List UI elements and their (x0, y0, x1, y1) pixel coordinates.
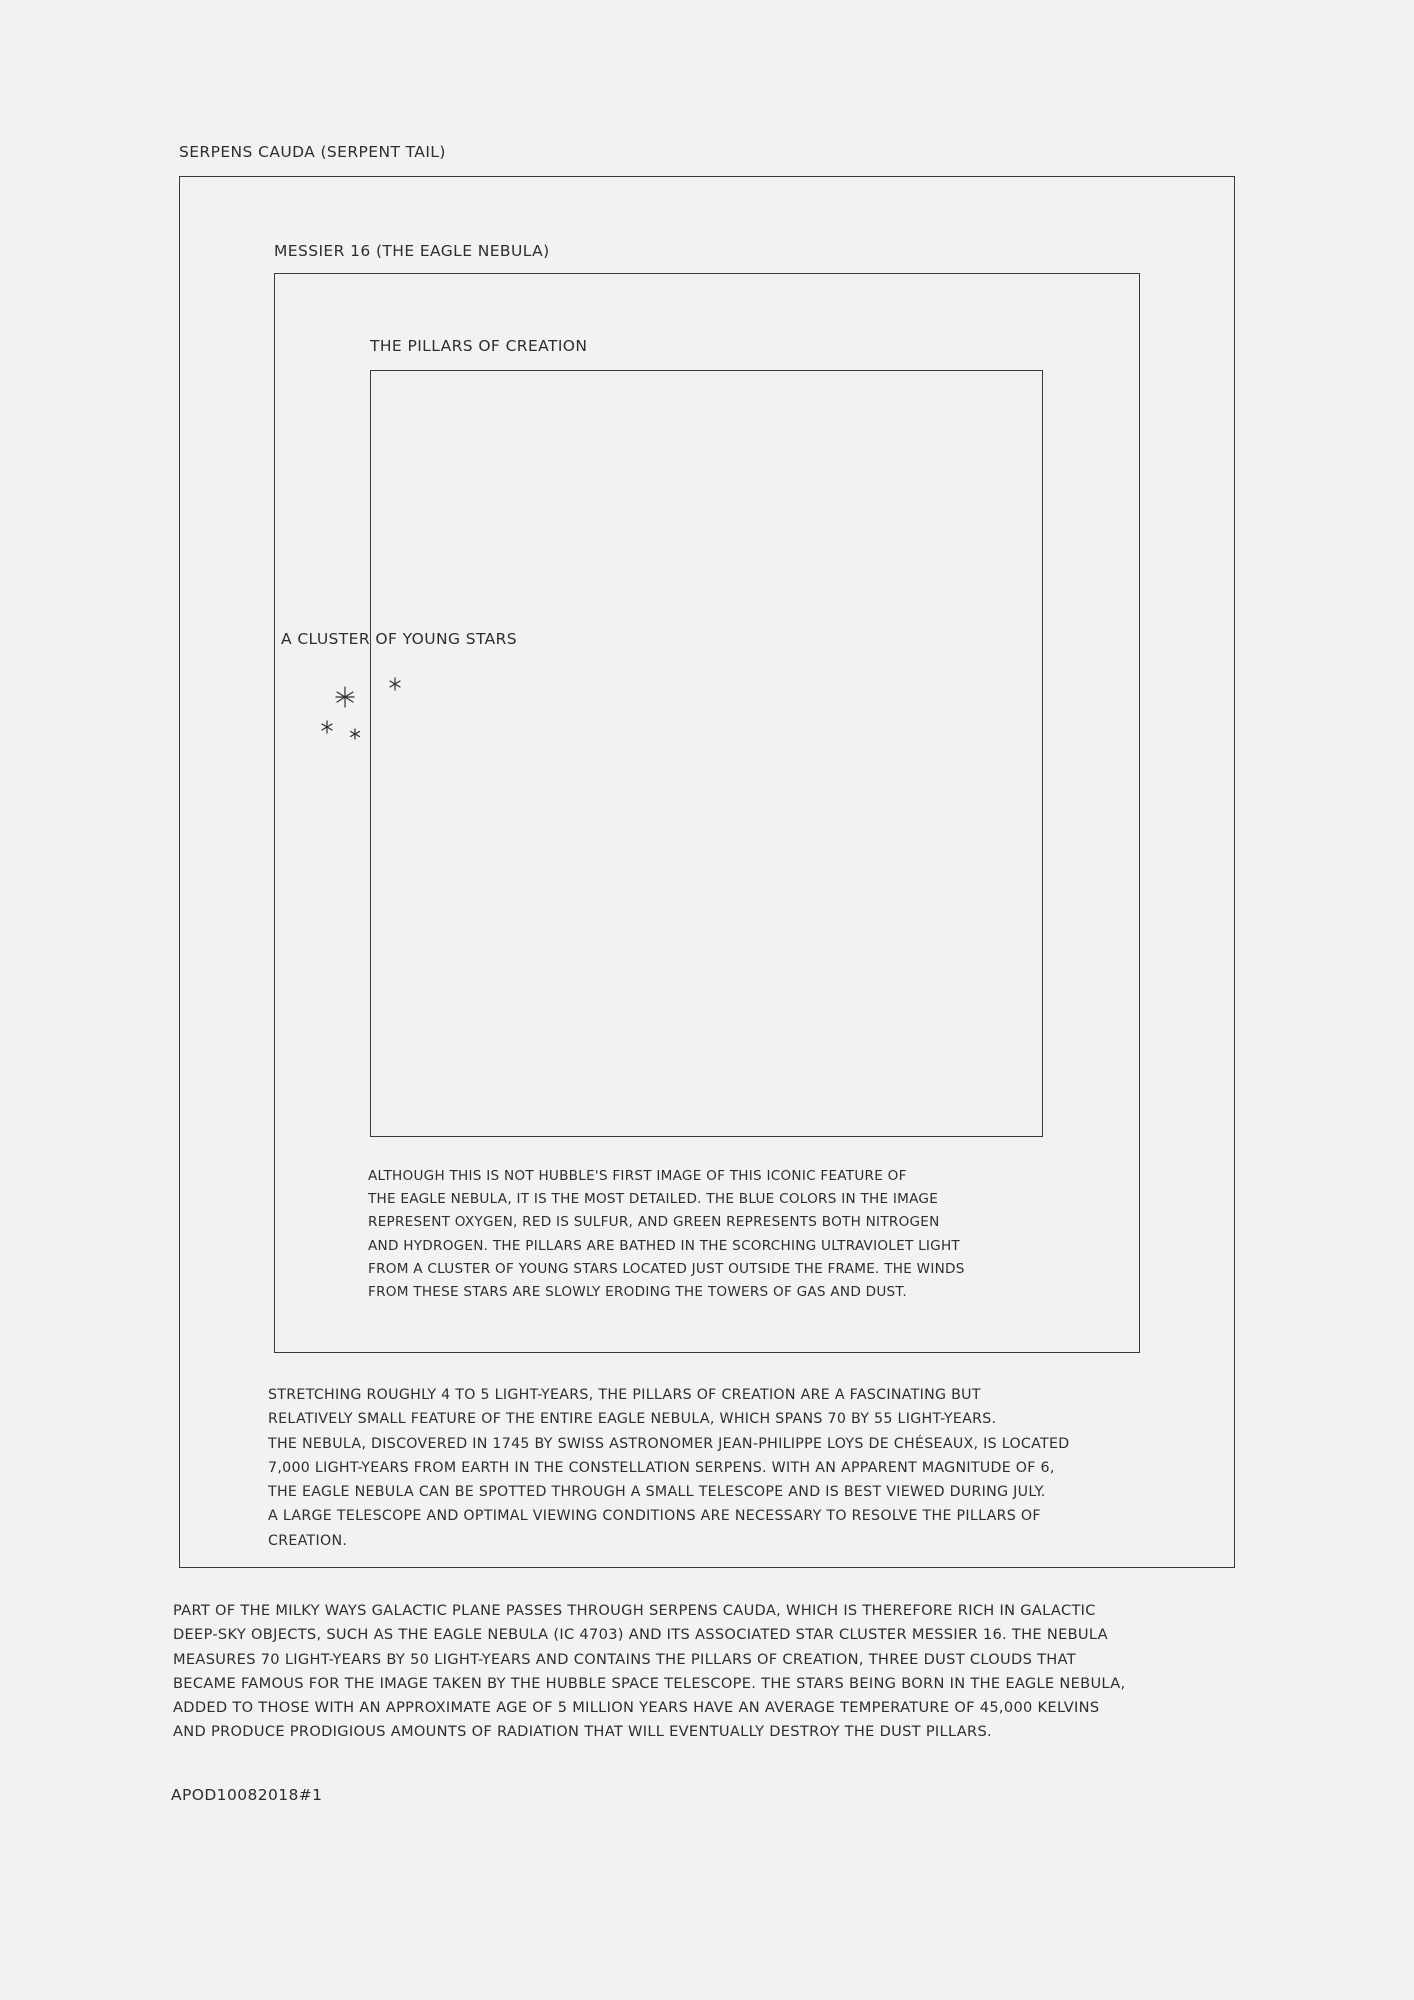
text-line: THE EAGLE NEBULA CAN BE SPOTTED THROUGH A SMALL TELESCOPE AND IS BEST VIEWED DURING JULY. (268, 1484, 1046, 1501)
messier-16-label: MESSIER 16 (THE EAGLE NEBULA) (274, 242, 550, 260)
text-line: PART OF THE MILKY WAYS GALACTIC PLANE PASSES THROUGH SERPENS CAUDA, WHICH IS THEREFORE RICH IN GALACTIC (173, 1602, 1096, 1619)
eagle-nebula-description (268, 1383, 1069, 1553)
pillars-of-creation-frame (370, 370, 1043, 1137)
text-line: AND PRODUCE PRODIGIOUS AMOUNTS OF RADIATION THAT WILL EVENTUALLY DESTROY THE DUST PILLARS. (173, 1723, 992, 1741)
pillars-of-creation-label: THE PILLARS OF CREATION (370, 337, 588, 355)
text-line: FROM A CLUSTER OF YOUNG STARS LOCATED JUST OUTSIDE THE FRAME. THE WINDS (368, 1260, 965, 1277)
text-line: A LARGE TELESCOPE AND OPTIMAL VIEWING CONDITIONS ARE NECESSARY TO RESOLVE THE PILLARS OF (268, 1508, 1041, 1525)
serpens-cauda-label: SERPENS CAUDA (SERPENT TAIL) (179, 143, 446, 161)
text-line: THE EAGLE NEBULA, IT IS THE MOST DETAILED. THE BLUE COLORS IN THE IMAGE (368, 1191, 939, 1208)
star-cluster-icon (310, 665, 420, 755)
text-line: THE NEBULA, DISCOVERED IN 1745 BY SWISS ASTRONOMER JEAN-PHILIPPE LOYS DE CHÉSEAUX, IS LOCATED (268, 1435, 1070, 1452)
text-line: ADDED TO THOSE WITH AN APPROXIMATE AGE OF 5 MILLION YEARS HAVE AN AVERAGE TEMPERATURE OF 45,000 KELVINS (173, 1699, 1100, 1717)
star-small-icon (322, 721, 332, 733)
serpens-cauda-description (173, 1599, 1125, 1745)
text-line: MEASURES 70 LIGHT-YEARS BY 50 LIGHT-YEARS AND CONTAINS THE PILLARS OF CREATION, THREE DUST CLOUDS THAT (173, 1650, 1076, 1668)
catalog-id: APOD10082018#1 (171, 1786, 323, 1804)
text-line: REPRESENT OXYGEN, RED IS SULFUR, AND GREEN REPRESENTS BOTH NITROGEN (368, 1214, 940, 1231)
text-line: STRETCHING ROUGHLY 4 TO 5 LIGHT-YEARS, THE PILLARS OF CREATION ARE A FASCINATING BUT (268, 1387, 981, 1403)
text-line: DEEP-SKY OBJECTS, SUCH AS THE EAGLE NEBULA (IC 4703) AND ITS ASSOCIATED STAR CLUSTER MESSIER 16. THE NEBULA (173, 1626, 1108, 1644)
star-large-icon (336, 687, 354, 707)
text-line: 7,000 LIGHT-YEARS FROM EARTH IN THE CONSTELLATION SERPENS. WITH AN APPARENT MAGNITUDE OF 6, (268, 1459, 1055, 1476)
pillars-description (368, 1165, 965, 1304)
text-line: ALTHOUGH THIS IS NOT HUBBLE'S FIRST IMAGE OF THIS ICONIC FEATURE OF (368, 1168, 907, 1184)
text-line: RELATIVELY SMALL FEATURE OF THE ENTIRE EAGLE NEBULA, WHICH SPANS 70 BY 55 LIGHT-YEARS. (268, 1411, 997, 1428)
young-stars-cluster-label: A CLUSTER OF YOUNG STARS (281, 630, 518, 648)
text-line: BECAME FAMOUS FOR THE IMAGE TAKEN BY THE HUBBLE SPACE TELESCOPE. THE STARS BEING BORN IN THE EAGLE NEBULA, (173, 1674, 1126, 1692)
text-line: AND HYDROGEN. THE PILLARS ARE BATHED IN THE SCORCHING ULTRAVIOLET LIGHT (368, 1237, 960, 1254)
star-small-icon (351, 729, 360, 739)
star-small-icon (390, 678, 400, 690)
text-line: FROM THESE STARS ARE SLOWLY ERODING THE TOWERS OF GAS AND DUST. (368, 1284, 907, 1301)
text-line: CREATION. (268, 1532, 348, 1549)
